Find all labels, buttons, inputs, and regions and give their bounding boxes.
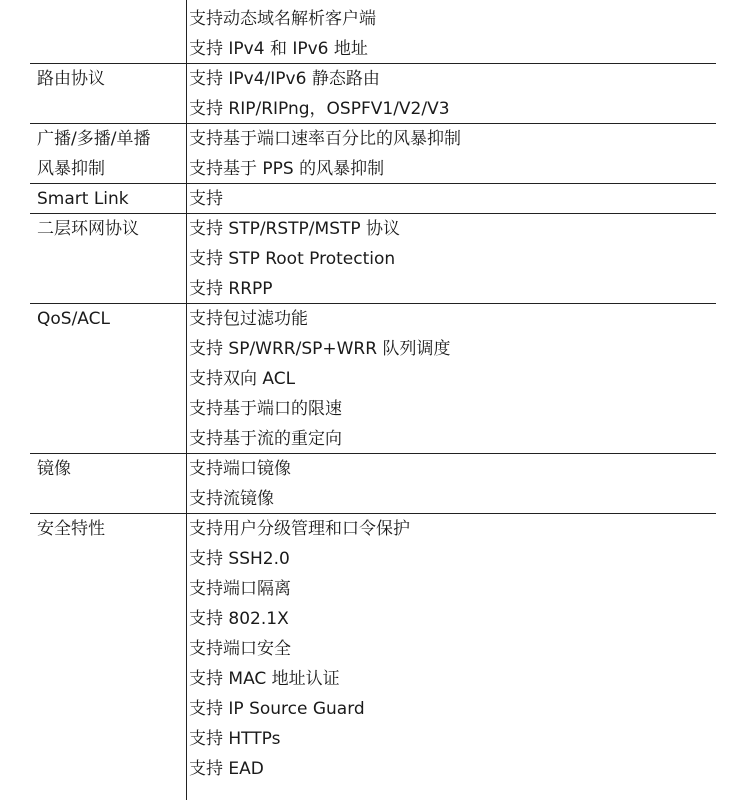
feature-item: 支持包过滤功能 [189, 309, 308, 329]
spec-table [30, 0, 716, 800]
feature-item: 支持基于端口速率百分比的风暴抑制 [189, 129, 461, 149]
feature-item: 支持 IP Source Guard [189, 699, 365, 719]
column-divider [186, 0, 187, 800]
category-label: 风暴抑制 [37, 159, 105, 179]
feature-item: 支持 RRPP [189, 279, 273, 299]
category-label: 二层环网协议 [37, 219, 139, 239]
category-label: 安全特性 [37, 519, 105, 539]
feature-item: 支持 IPv4/IPv6 静态路由 [189, 69, 380, 89]
feature-item: 支持双向 ACL [189, 369, 296, 389]
feature-item: 支持 HTTPs [189, 729, 281, 749]
feature-item: 支持端口镜像 [189, 459, 291, 479]
feature-item: 支持 SSH2.0 [189, 549, 290, 569]
feature-item: 支持 MAC 地址认证 [189, 669, 340, 689]
category-label: 镜像 [37, 459, 71, 479]
category-label: 路由协议 [37, 69, 105, 89]
feature-item: 支持端口隔离 [189, 579, 291, 599]
feature-item: 支持 IPv4 和 IPv6 地址 [189, 39, 368, 59]
feature-item: 支持流镜像 [189, 489, 274, 509]
feature-item: 支持用户分级管理和口令保护 [189, 519, 410, 539]
feature-item: 支持动态域名解析客户端 [189, 9, 376, 29]
feature-item: 支持基于 PPS 的风暴抑制 [189, 159, 385, 179]
feature-item: 支持 RIP/RIPng，OSPFV1/V2/V3 [189, 99, 450, 119]
category-label: QoS/ACL [37, 309, 110, 329]
feature-item: 支持 STP/RSTP/MSTP 协议 [189, 219, 401, 239]
feature-item: 支持 EAD [189, 759, 264, 779]
feature-item: 支持基于端口的限速 [189, 399, 342, 419]
feature-item: 支持端口安全 [189, 639, 291, 659]
feature-item: 支持 802.1X [189, 609, 289, 629]
category-label: Smart Link [37, 189, 129, 209]
feature-item: 支持 SP/WRR/SP+WRR 队列调度 [189, 339, 451, 359]
category-label: 广播/多播/单播 [37, 129, 151, 149]
feature-item: 支持 STP Root Protection [189, 249, 396, 269]
feature-item: 支持 [189, 189, 223, 209]
feature-item: 支持基于流的重定向 [189, 429, 342, 449]
